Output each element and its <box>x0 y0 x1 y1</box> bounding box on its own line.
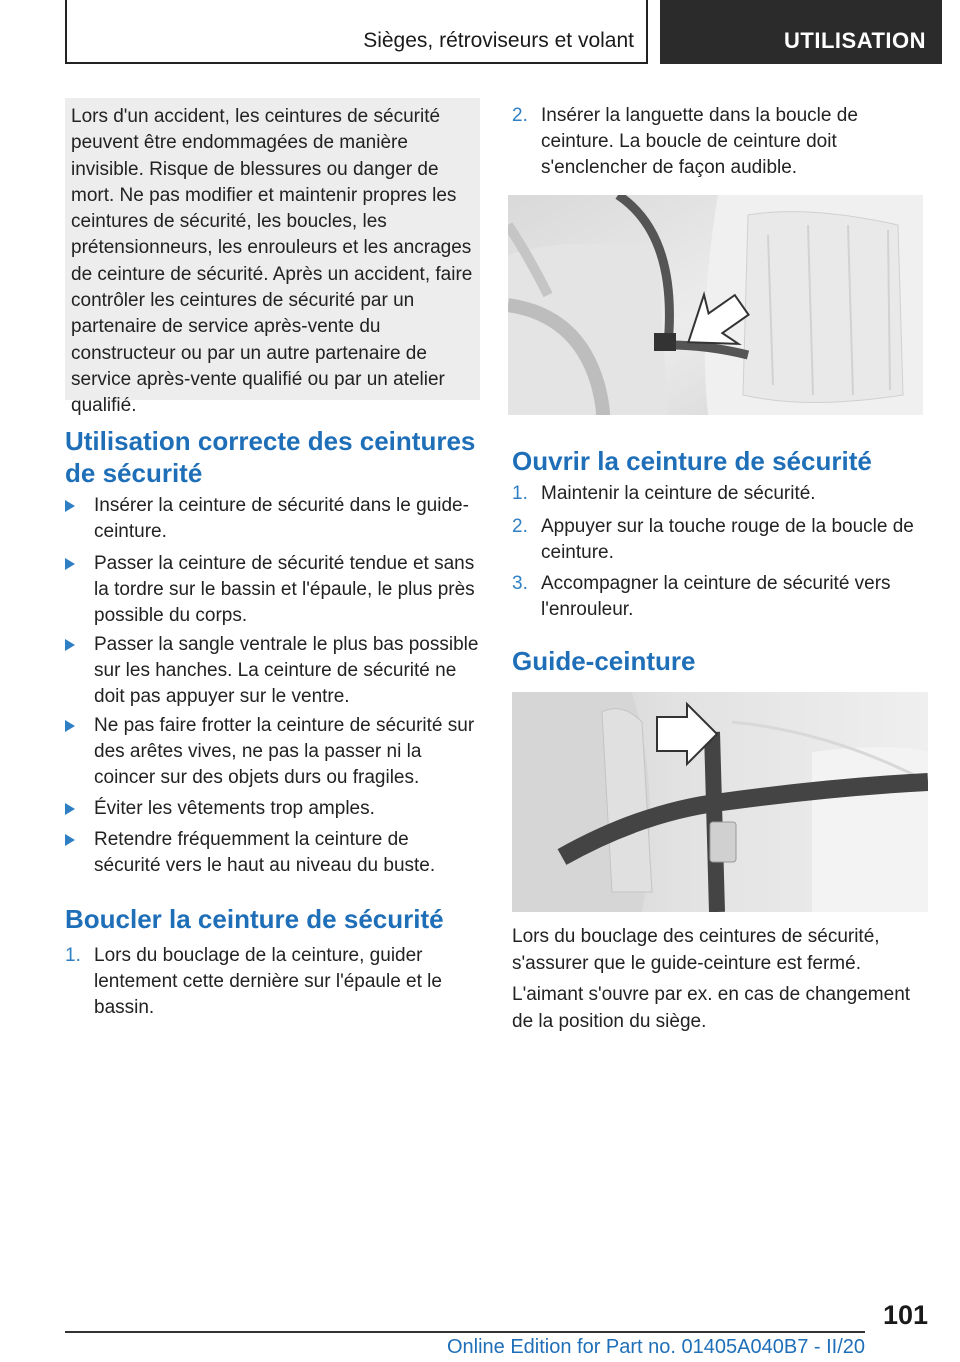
triangle-bullet-icon <box>65 632 75 659</box>
warning-text: Lors d'un accident, les ceintures de sécurité peuvent être endommagées de manière invisible. Risque de blessures ou danger de mort. Ne pas modifier et maintenir propres les ceintures de sécurité, les boucles, les prétensionneurs, les enrouleurs et les ancrages de ceinture de sécurité. Après un accident, faire contrôler les ceintures de sécurité par un partenaire de service après-vente du constructeur ou par un autre partenaire de service après-vente qualifié ou par un atelier qualifié. <box>71 106 473 417</box>
triangle-bullet-icon <box>65 796 75 823</box>
footer-divider <box>65 1331 865 1333</box>
warning-box <box>65 98 480 417</box>
step-number: 3. <box>512 573 528 594</box>
usage-item: Ne pas faire frotter la ceinture de sécurité sur des arêtes vives, ne pas la passer ni la coincer sur des objets durs ou fragiles. <box>65 713 480 791</box>
heading-guide: Guide-ceinture <box>512 646 696 676</box>
buckle-step: 2. Insérer la languette dans la boucle de ceinture. La boucle de ceinture doit s'enclencher de façon audible. <box>512 105 858 178</box>
step-number: 1. <box>65 945 81 966</box>
usage-item: Insérer la ceinture de sécurité dans le guide-ceinture. <box>65 493 480 545</box>
belt-guide-illustration <box>512 692 928 912</box>
buckle-insertion-illustration <box>508 195 923 415</box>
guide-paragraph-2: L'aimant s'ouvre par ex. en cas de changement de la position du siège. <box>512 984 911 1032</box>
header-section-title: Sièges, rétroviseurs et volant <box>363 29 634 52</box>
buckle-step: 1. Lors du bouclage de la ceinture, guider lentement cette dernière sur l'épaule et le bassin. <box>65 945 442 1018</box>
usage-item: Retendre fréquemment la ceinture de sécurité vers le haut au niveau du buste. <box>65 827 480 879</box>
guide-paragraph-1: Lors du bouclage des ceintures de sécurité, s'assurer que le guide-ceinture est fermé. <box>512 926 880 974</box>
triangle-bullet-icon <box>65 827 75 854</box>
triangle-bullet-icon <box>65 493 75 520</box>
running-header-chapter <box>660 0 942 64</box>
open-step: 1. Maintenir la ceinture de sécurité. <box>512 481 927 507</box>
triangle-bullet-icon <box>65 551 75 578</box>
heading-correct-usage: Utilisation correcte des ceintures de sécurité <box>65 426 476 488</box>
open-step: 3. Accompagner la ceinture de sécurité vers l'enrouleur. <box>512 573 891 620</box>
usage-item: Passer la sangle ventrale le plus bas possible sur les hanches. La ceinture de sécurité ne doit pas appuyer sur le ventre. <box>65 632 480 710</box>
footer-edition: Online Edition for Part no. 01405A040B7 - II/20 <box>446 1336 865 1358</box>
open-step: 2. Appuyer sur la touche rouge de la boucle de ceinture. <box>512 516 914 563</box>
running-header-section <box>65 0 648 64</box>
step-number: 1. <box>512 483 528 504</box>
heading-buckle: Boucler la ceinture de sécurité <box>65 904 444 934</box>
step-number: 2. <box>512 516 528 537</box>
header-chapter-title: UTILISATION <box>784 28 926 53</box>
page-number: 101 <box>882 1300 928 1330</box>
heading-open-belt: Ouvrir la ceinture de sécurité <box>512 446 872 476</box>
usage-item: Éviter les vêtements trop amples. <box>65 796 480 822</box>
step-number: 2. <box>512 105 528 126</box>
usage-item: Passer la ceinture de sécurité tendue et sans la tordre sur le bassin et l'épaule, le plus près possible du corps. <box>65 551 480 629</box>
triangle-bullet-icon <box>65 713 75 740</box>
